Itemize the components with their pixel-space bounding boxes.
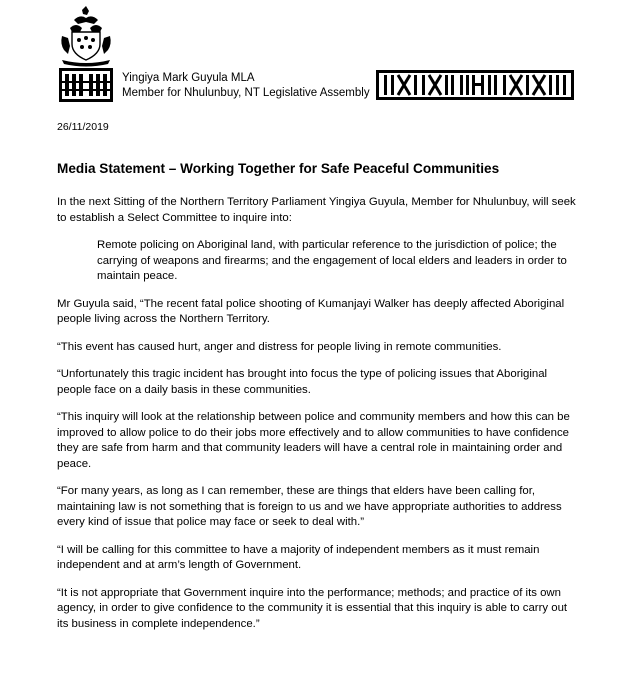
paragraph: “I will be calling for this committee to have a majority of independent members as it must remain independent and at arm’s length of Government. <box>57 543 540 571</box>
statement-date: 26/11/2019 <box>57 121 109 133</box>
paragraph: “For many years, as long as I can remember, these are things that elders have been calling for, maintaining law is not something that is foreign to us and we have appropriate authorities to address every kind of issue that police may face or seek to deal with.” <box>57 485 562 528</box>
statement-title: Media Statement – Working Together for Safe Peaceful Communities <box>57 161 500 176</box>
inquiry-terms-quote: Remote policing on Aboriginal land, with particular reference to the jurisdiction of police; the carrying of weapons and firearms; and the engagement of local elders and leaders in order to maintain peace. <box>97 239 567 282</box>
statement-body <box>57 195 577 644</box>
paragraph: “Unfortunately this tragic incident has brought into focus the type of policing issues that Aboriginal people face on a daily basis in these communities. <box>57 368 548 396</box>
paragraph: “This inquiry will look at the relationship between police and community members and how this can be improved to allow police to do their jobs more effectively and to allow communities to have confidence they are safe from harm and that community leaders will have a central role in maintaining order and peace. <box>57 411 570 470</box>
parliament-crest-icon <box>56 6 116 102</box>
yolngu-pattern-banner-icon <box>376 70 574 100</box>
paragraph: In the next Sitting of the Northern Territory Parliament Yingiya Guyula, Member for Nhulunbuy, will seek to establish a Select Committee to inquire into: <box>57 196 576 224</box>
paragraph: “It is not appropriate that Government inquire into the performance; methods; and practice of its own agency, in order to give confidence to the community it is essential that this inquiry is able to carry out its business in complete independence.” <box>57 586 568 630</box>
member-role: Member for Nhulunbuy, NT Legislative Assembly <box>122 87 370 99</box>
paragraph: Mr Guyula said, “The recent fatal police shooting of Kumanjayi Walker has deeply affected Aboriginal people living across the Northern Territory. <box>57 297 565 325</box>
member-header <box>122 71 370 101</box>
paragraph: “This event has caused hurt, anger and distress for people living in remote communities. <box>57 340 502 353</box>
member-name: Yingiya Mark Guyula MLA <box>122 72 255 84</box>
